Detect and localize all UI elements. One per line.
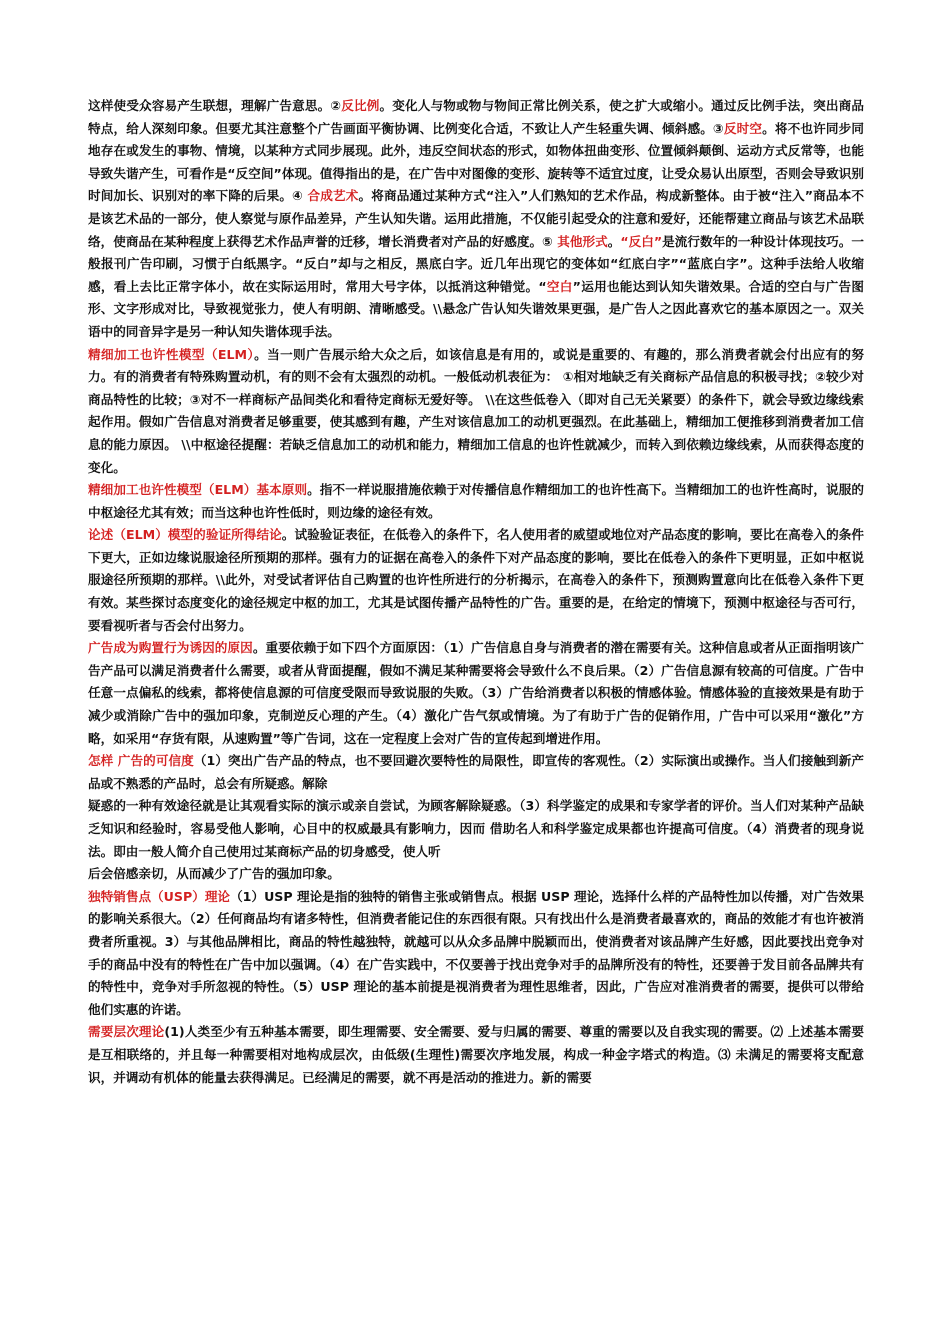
paragraph-elm-model [88, 344, 864, 480]
text: 疑惑的一种有效途径就是让其观看实际的演示或亲自尝试，为顾客解除疑惑。（3）科学鉴定的成果和专家学者的评价。当人们对某种产品缺乏知识和经验时，容易受他人影响，心目中的权威最具有影响力，因而 借助名人和科学鉴定成果都也许提高可信度。（4）消费者的现身说法。即由一般人简介自己使用过某商标产品的切身感受，使人听 [88, 798, 864, 859]
heading-elm-conclusion: 论述（ELM）模型的验证所得结论 [88, 527, 282, 543]
heading-elm-principle: 精细加工也许性模型（ELM）基本原则 [88, 482, 308, 498]
text: ”运用也能达到认知失谐效果。合适的空白与广告图形、文字形成对比，导致视觉张力，使人有明朗、清晰感受。\\悬念广告认知失谐效果更强，是广告人之因此喜欢它的基本原因之一。双关语中的同音异字是另一种认知失谐体现手法。 [88, 278, 865, 339]
paragraph-elm-conclusion [88, 524, 864, 637]
text: 。试验验证表征，在低卷入的条件下，名人使用者的威望或地位对产品态度的影响，要比在高卷入的条件下更大，正如边缘说服途径所预期的那样。强有力的证据在高卷入的条件下对产品态度的影响，要比在低卷入的条件下更明显，正如中枢说服途径所预期的那样。\\此外，对受试者评估自己购置的也许性所进行的分析揭示，在高卷入的条件下，预测购置意向比在低卷入条件下更有效。某些探讨态度变化的途径规定中枢的加工，尤其是试图传播产品特性的广告。重要的是，在给定的情境下，预测中枢途径与否可行，要看视听者与否会付出努力。 [88, 527, 864, 633]
text: 后会倍感亲切，从而减少了广告的强加印象。 [88, 866, 340, 882]
paragraph-credibility [88, 750, 864, 795]
paragraph-credibility-end [88, 863, 864, 886]
term-reverse-white: “反白” [620, 233, 663, 249]
text: （1）USP 理论是指的独特的销售主张或销售点。根据 USP 理论，选择什么样的产品特性加以传播，对广告效果的影响关系很大。（2）任何商品均有诸多特性，但消费者能记住的东西很有限。只有找出什么是消费者最喜欢的，商品的效能才有也许被消费者所重视。3）与其他品牌相比，商品的特性越独特，就越可以从众多品牌中脱颖而出，使消费者对该品牌产生好感，因此要找出竞争对手的商品中没有的特性在广告中加以强调。（4）在广告实践中，不仅要善于找出竞争对手的品牌所没有的特性，还要善于发目前各品牌共有的特性中，竞争对手所忽视的特性。（5）USP 理论的基本前提是视消费者为理性思维者，因此，广告应对准消费者的需要，提供可以带给他们实惠的许诺。 [88, 888, 864, 1017]
paragraph-cognitive-dissonance-techniques [88, 95, 864, 344]
heading-purchase-inducement: 广告成为购置行为诱因的原因 [88, 640, 253, 656]
text: 。 [607, 233, 621, 249]
heading-elm-model: 精细加工也许性模型（ELM） [88, 346, 255, 362]
document-page [88, 95, 864, 1089]
term-other-forms: 其他形式 [557, 233, 608, 249]
paragraph-elm-principle [88, 479, 864, 524]
term-reverse-spacetime: 反时空 [723, 120, 763, 136]
paragraph-credibility-cont [88, 795, 864, 863]
paragraph-purchase-inducement [88, 637, 864, 750]
heading-hierarchy-of-needs: 需要层次理论 [88, 1024, 165, 1040]
heading-credibility: 怎样 广告的可信度 [88, 753, 194, 769]
term-reverse-proportion: 反比例 [341, 98, 380, 113]
text: 。重要依赖于如下四个方面原因：（1）广告信息自身与消费者的潜在需要有关。这种信息或者从正面指明该广告产品可以满足消费者什么需要，或者从背面提醒，假如不满足某种需要将会导致什么不良后果。（2）广告信息源有较高的可信度。广告中任意一点偏私的线索，都将使信息源的可信度受限而导致说服的失败。（3）广告给消费者以积极的情感体验。情感体验的直接效果是有助于减少或消除广告中的强加印象，克制逆反心理的产生。（4）激化广告气氛或情境。为了有助于广告的促销作用，广告中可以采用“激化”方略，如采用“存货有限，从速购置”等广告词，这在一定程度上会对广告的宣传起到增进作用。 [88, 640, 865, 746]
paragraph-usp-theory [88, 886, 864, 1022]
paragraph-hierarchy-of-needs [88, 1021, 864, 1089]
text: （1）突出广告产品的特点，也不要回避次要特性的局限性，即宣传的客观性。（2）实际演出或操作。当人们接触到新产品或不熟悉的产品时，总会有所疑惑。解除 [88, 753, 864, 791]
term-synthetic-art: 合成艺术 [307, 188, 359, 204]
text: 。当一则广告展示给大众之后，如该信息是有用的，或说是重要的、有趣的，那么消费者就会付出应有的努力。有的消费者有特殊购置动机，有的则不会有太强烈的动机。一般低动机表征为： ①相对地缺乏有关商标产品信息的积极寻找；②较少对商品特性的比较；③对不一样商标产品间类化和看待定商标无爱好等。 \\在这些低卷入（即对自己无关紧要）的条件下，就会导致边缘线索起作用。假如广告信息对消费者足够重要，使其感到有趣，产生对该信息加工的动机更强烈。在此基础上，精细加工便推移到消费者加工信息的能力原因。 \\中枢途径提醒：若缺乏信息加工的动机和能力，精细加工信息的也许性就减少，而转入到依赖边缘线索，从而获得态度的变化。 [88, 346, 864, 475]
text: 这样使受众容易产生联想，理解广告意思。② [88, 98, 342, 113]
text: 。将商品通过某种方式“注入”人们熟知的艺术作品，构成新整体。由于被“注入”商品本不是该艺术品的一部分，使人察觉与原作品差异，产生认知失谐。运用此措施，不仅能引起受众的注意和爱好，还能帮建立商品与该艺术品联络，使商品在某种程度上获得艺术作品声誉的迁移，增长消费者对产品的好感度。⑤ [88, 188, 865, 249]
term-blank-space: 空白 [546, 278, 573, 294]
text: 。将不也许同步同地存在或发生的事物、情境，以某种方式同步展现。此外，违反空间状态的形式，如物体扭曲变形、位置倾斜颠倒、运动方式反常等，也能导致失谐产生，可看作是“反空间”体现。值得指出的是，在广告中对图像的变形、旋转等不适宜过度，让受众易认出原型，否则会导致识别时间加长、识别对的率下降的后果。④ [88, 120, 865, 204]
text: 。变化人与物或物与物间正常比例关系，使之扩大或缩小。通过反比例手法，突出商品特点，给人深刻印象。但要尤其注意整个广告画面平衡协调、比例变化合适，不致让人产生轻重失调、倾斜感。③ [88, 98, 865, 136]
text: (1)人类至少有五种基本需要，即生理需要、安全需要、爱与归属的需要、尊重的需要以及自我实现的需要。⑵ 上述基本需要是互相联络的，并且每一种需要相对地构成层次，由低级(生理性)需要次序地发展，构成一种金字塔式的构造。⑶ 未满足的需要将支配意识，并调动有机体的能量去获得满足。已经满足的需要，就不再是活动的推进力。新的需要 [88, 1024, 865, 1085]
text: 是流行数年的一种设计体现技巧。一般报刊广告印刷，习惯于白纸黑字。“反白”却与之相反，黑底白字。近几年出现它的变体如“红底白字”“蓝底白字”。这种手法给人收缩感，看上去比正常字体小，故在实际运用时，常用大号字体，以抵消这种错觉。“ [88, 233, 865, 294]
text: 。指不一样说服措施依赖于对传播信息作精细加工的也许性高下。当精细加工的也许性高时，说服的中枢途径尤其有效；而当这种也许性低时，则边缘的途径有效。 [88, 482, 865, 520]
heading-usp-theory: 独特销售点（USP）理论 [88, 888, 231, 904]
